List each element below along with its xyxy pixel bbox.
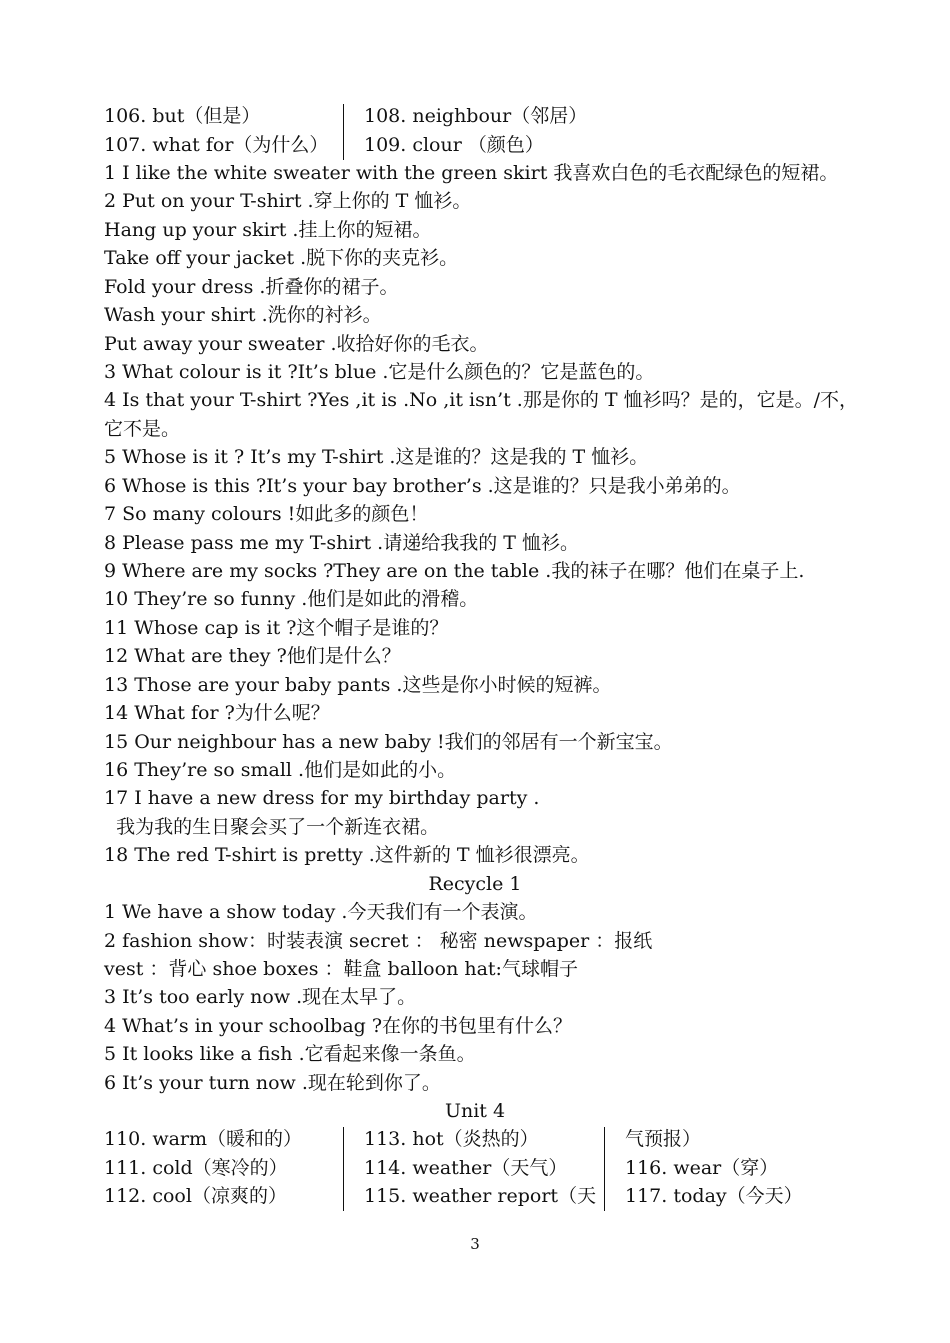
vocab-item: 112. cool（凉爽的） bbox=[104, 1185, 287, 1207]
sentence-line: 17 I have a new dress for my birthday party . bbox=[104, 787, 540, 809]
vocab-item: 115. weather report（天 bbox=[364, 1185, 597, 1207]
sentence-line: Hang up your skirt .挂上你的短裙。 bbox=[104, 219, 432, 241]
sentence-line: 2 Put on your T-shirt .穿上你的 T 恤衫。 bbox=[104, 190, 472, 212]
sentence-line: 4 Is that your T-shirt ?Yes ,it is .No ,it isn’t .那是你的 T 恤衫吗？是的，它是。/不， bbox=[104, 389, 858, 411]
page-number: 3 bbox=[470, 1235, 480, 1253]
sentence-line: 5 Whose is it ? It’s my T-shirt .这是谁的？这是我的 T 恤衫。 bbox=[104, 446, 649, 468]
sentence-line: 11 Whose cap is it ?这个帽子是谁的？ bbox=[104, 617, 449, 639]
sentence-line: Wash your shirt .洗你的衬衫。 bbox=[104, 304, 382, 326]
vocab-item: 106. but（但是） bbox=[104, 105, 261, 127]
column-divider bbox=[604, 1127, 605, 1211]
unit4-column-3 bbox=[625, 1125, 803, 1211]
column-divider bbox=[343, 1127, 344, 1211]
section-heading-unit4: Unit 4 bbox=[444, 1100, 506, 1122]
vocab-item: 117. today（今天） bbox=[625, 1185, 803, 1207]
sentence-line: 15 Our neighbour has a new baby !我们的邻居有一个新宝宝。 bbox=[104, 731, 673, 753]
sentence-line: 18 The red T-shirt is pretty .这件新的 T 恤衫很漂亮。 bbox=[104, 844, 590, 866]
sentence-line: 13 Those are your baby pants .这些是你小时候的短裤。 bbox=[104, 674, 612, 696]
sentence-line: 6 Whose is this ?It’s your bay brother’s .这是谁的？只是我小弟弟的。 bbox=[104, 475, 741, 497]
vocab-item: 108. neighbour（邻居） bbox=[364, 105, 588, 127]
vocab-item: 113. hot（炎热的） bbox=[364, 1128, 539, 1150]
sentence-line: 12 What are they ?他们是什么？ bbox=[104, 645, 401, 667]
sentence-line: 10 They’re so funny .他们是如此的滑稽。 bbox=[104, 588, 479, 610]
vocab-item: 110. warm（暖和的） bbox=[104, 1128, 303, 1150]
sentence-line: Put away your sweater .收拾好你的毛衣。 bbox=[104, 333, 489, 355]
vocab-item: 气预报） bbox=[625, 1128, 702, 1150]
recycle-line: vest ：背心 shoe boxes ：鞋盒 balloon hat:气球帽子 bbox=[104, 958, 578, 980]
vocab-column-right bbox=[364, 102, 587, 159]
recycle-line: 2 fashion show：时装表演 secret ： 秘密 newspaper ：报纸 bbox=[104, 930, 653, 952]
sentence-line: 9 Where are my socks ?They are on the table .我的袜子在哪？他们在桌子上. bbox=[104, 560, 805, 582]
unit4-column-2 bbox=[364, 1125, 596, 1211]
recycle-line: 3 It’s too early now .现在太早了。 bbox=[104, 986, 417, 1008]
sentence-line: 我为我的生日聚会买了一个新连衣裙。 bbox=[104, 816, 440, 838]
sentence-line: 14 What for ?为什么呢？ bbox=[104, 702, 330, 724]
sentence-line: Fold your dress .折叠你的裙子。 bbox=[104, 276, 399, 298]
vocab-item: 111. cold（寒冷的） bbox=[104, 1156, 288, 1179]
recycle-line: 5 It looks like a fish .它看起来像一条鱼。 bbox=[104, 1043, 476, 1065]
section-heading-recycle: Recycle 1 bbox=[428, 873, 522, 895]
recycle-line: 6 It’s your turn now .现在轮到你了。 bbox=[104, 1072, 441, 1094]
vocab-item: 114. weather（天气） bbox=[364, 1156, 568, 1179]
sentence-line: 8 Please pass me my T-shirt .请递给我我的 T 恤衫。 bbox=[104, 532, 579, 554]
column-divider bbox=[343, 104, 344, 160]
sentence-line: 7 So many colours !如此多的颜色！ bbox=[104, 503, 429, 525]
sentence-line: 16 They’re so small .他们是如此的小。 bbox=[104, 759, 457, 781]
sentence-line: 3 What colour is it ?It’s blue .它是什么颜色的？它是蓝色的。 bbox=[104, 361, 655, 383]
recycle-line: 1 We have a show today .今天我们有一个表演。 bbox=[104, 901, 538, 923]
recycle-line: 4 What’s in your schoolbag ?在你的书包里有什么？ bbox=[104, 1015, 573, 1037]
vocab-item: 109. clour （颜色） bbox=[364, 133, 544, 156]
vocab-item: 116. wear（穿） bbox=[625, 1156, 779, 1179]
sentence-line: 它不是。 bbox=[104, 418, 181, 440]
sentence-line: 1 I like the white sweater with the green skirt 我喜欢白色的毛衣配绿色的短裙。 bbox=[104, 162, 839, 184]
vocab-column-left bbox=[104, 102, 328, 159]
unit4-column-1 bbox=[104, 1125, 302, 1211]
sentence-line: Take off your jacket .脱下你的夹克衫。 bbox=[104, 247, 459, 269]
vocab-item: 107. what for（为什么） bbox=[104, 133, 329, 156]
